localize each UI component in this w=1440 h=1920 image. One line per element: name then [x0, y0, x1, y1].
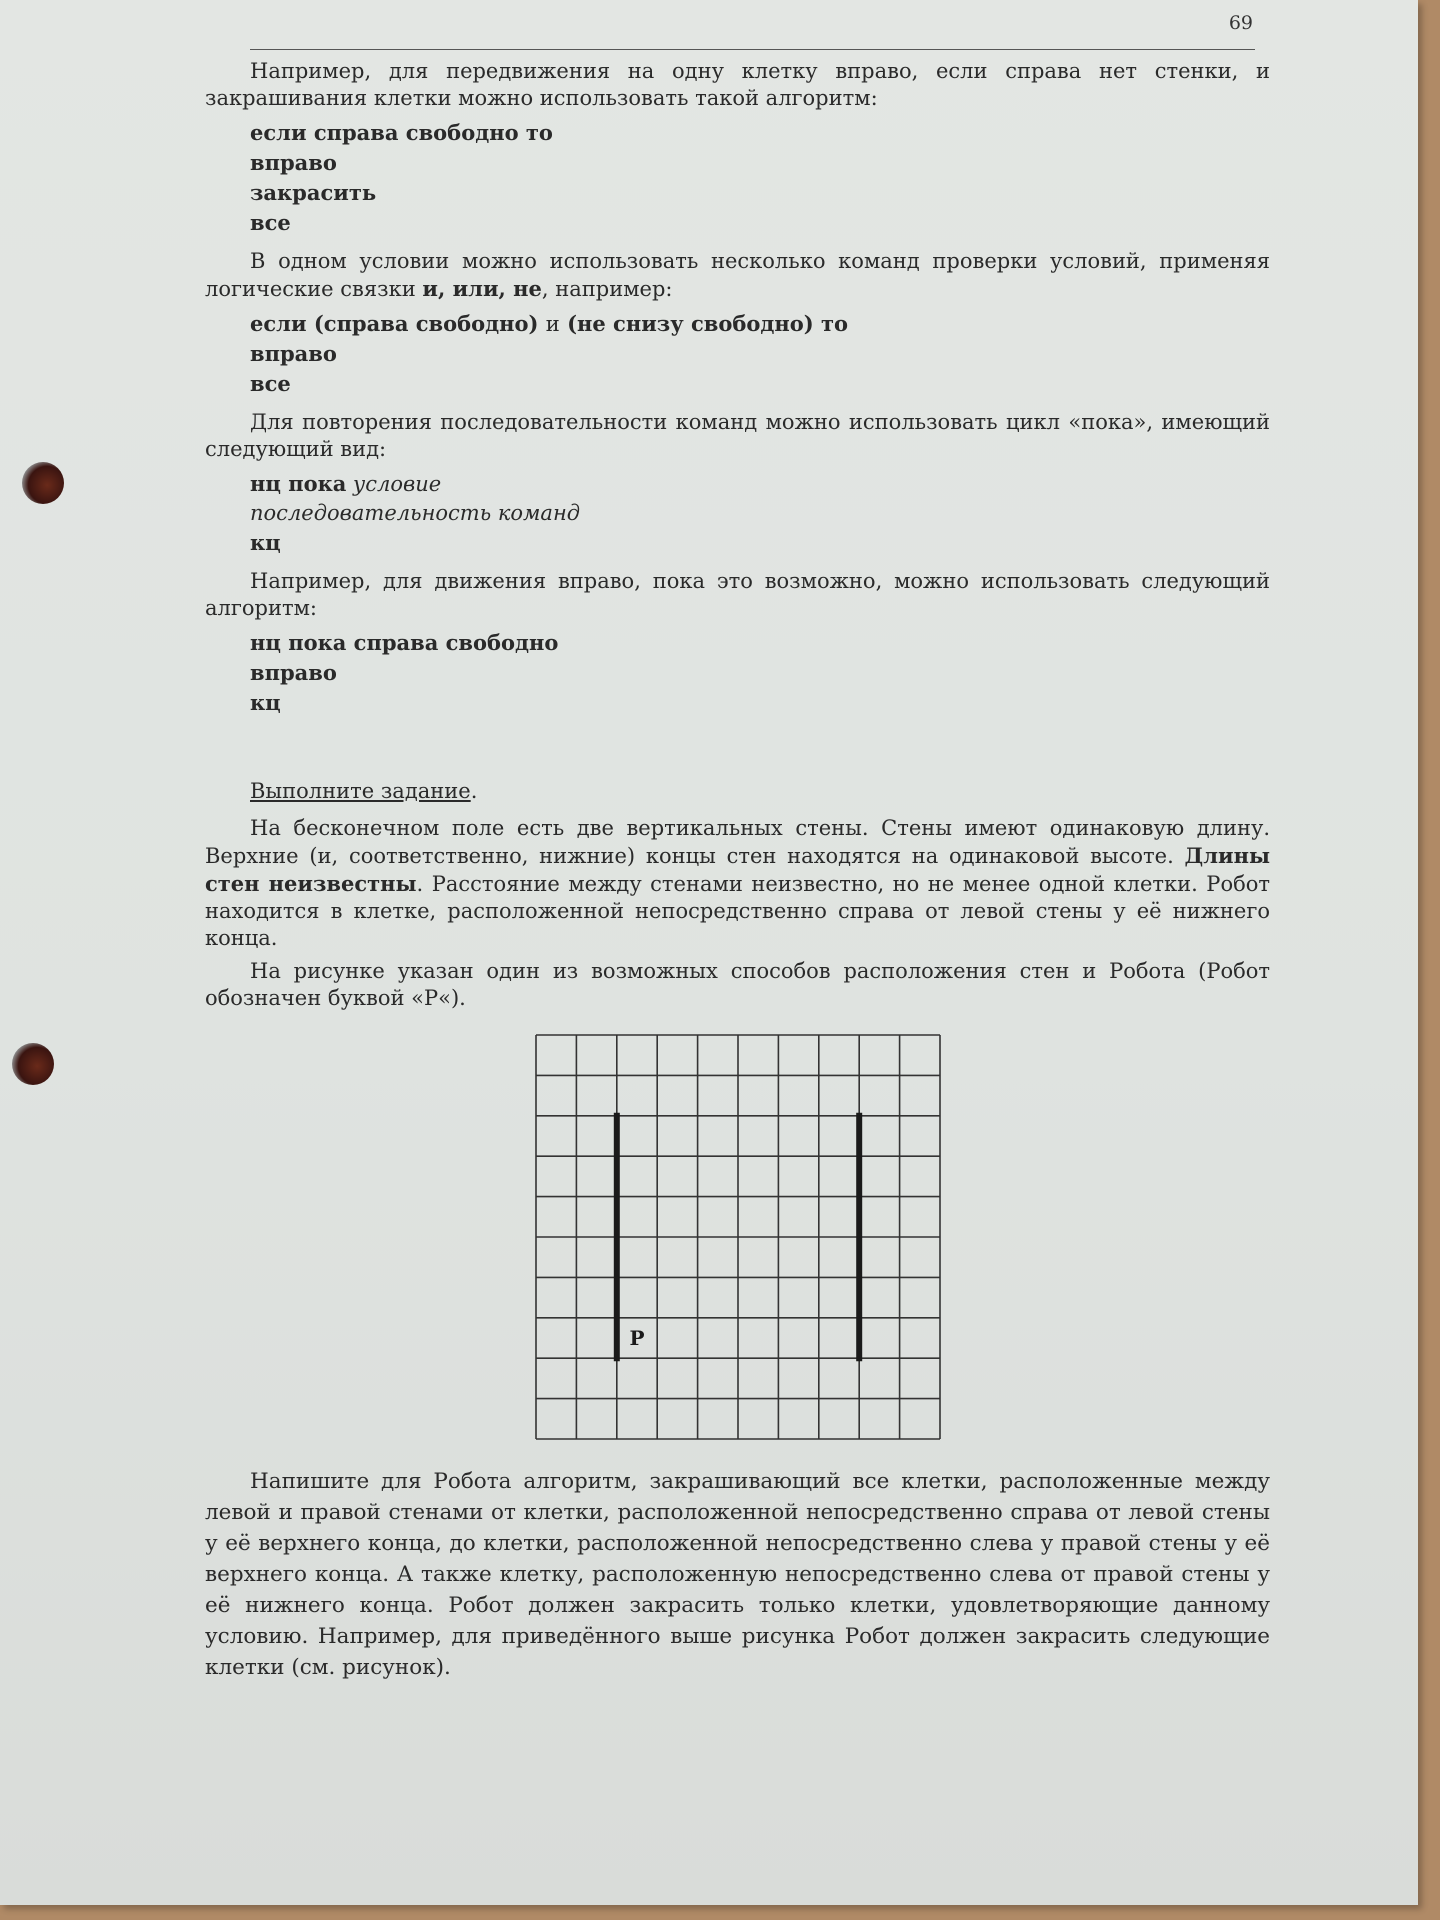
task-paragraph-3: Напишите для Робота алгоритм, закрашивающий все клетки, расположенные между левой и правой стенами от клетки, расположенной непосредственно справа от левой стены у её верхнего конца, до клетки, расположенной непосредственно слева у правой стены у её верхнего конца. А также клетку, расположенную непосредственно слева от правой стены у её нижнего конца. Робот должен закрасить только клетки, удовлетворяющие данному условию. Например, для приведённого выше рисунка Робот должен закрасить следующие клетки (см. рисунок). — [205, 1469, 1270, 1680]
robot-marker: Р — [628, 1326, 645, 1350]
task-paragraph-1 — [205, 815, 1270, 952]
loop-end-keyword: кц — [250, 530, 281, 555]
code-line: (не снизу свободно) то — [559, 311, 848, 336]
page-number: 69 — [1228, 12, 1253, 34]
code-line: закрасить — [250, 180, 377, 205]
robot-field-grid — [526, 1034, 950, 1440]
code-line: все — [250, 210, 291, 235]
code-line: если (справа свободно) — [250, 311, 546, 336]
task-heading-text: Выполните задание — [250, 779, 471, 803]
logic-ops: и, или, не — [422, 276, 542, 301]
logic-paragraph — [205, 248, 1270, 303]
task-heading: Выполните задание. — [250, 779, 478, 803]
task-paragraph-2: На рисунке указан один из возможных способов расположения стен и Робота (Робот обозначен буквой «Р«). — [205, 959, 1270, 1010]
code-line: все — [250, 371, 291, 396]
intro-algorithm — [205, 118, 1270, 238]
binder-hole-bottom — [12, 1043, 54, 1085]
code-line: вправо — [250, 660, 337, 685]
loop-syntax — [205, 469, 1270, 558]
loop-example-paragraph: Например, для движения вправо, пока это возможно, можно использовать следующий алгоритм: — [205, 569, 1270, 620]
logic-text: В одном условии можно использовать несколько команд проверки условий, применяя логические связки — [205, 249, 1270, 301]
code-line: кц — [250, 690, 281, 715]
task-bold-text: Длины стен неизвестны — [205, 843, 1270, 896]
page-content — [205, 58, 1270, 1689]
code-op: и — [545, 312, 560, 336]
header-rule — [250, 49, 1255, 50]
logic-text-end: , например: — [541, 277, 673, 301]
loop-example-algorithm — [205, 628, 1270, 718]
code-line: если справа свободно то — [250, 120, 553, 145]
logic-algorithm — [205, 309, 1270, 399]
robot-field-figure — [205, 1034, 1270, 1440]
loop-body: последовательность команд — [250, 501, 581, 525]
code-line: вправо — [250, 341, 337, 366]
loop-condition: условие — [353, 472, 442, 496]
loop-keyword: нц пока — [250, 471, 347, 496]
binder-hole-top — [22, 462, 64, 504]
task-text: . Расстояние между стенами неизвестно, но не менее одной клетки. Робот находится в клетке, расположенной непосредственно справа от левой стены у её нижнего конца. — [205, 872, 1270, 950]
intro-paragraph: Например, для передвижения на одну клетку вправо, если справа нет стенки, и закрашивания клетки можно использовать такой алгоритм: — [205, 59, 1270, 110]
task-text: На бесконечном поле есть две вертикальных стены. Стены имеют одинаковую длину. Верхние (и, соответственно, нижние) концы стен находятся на одинаковой высоте. — [205, 816, 1270, 868]
code-line: вправо — [250, 150, 337, 175]
loop-paragraph: Для повторения последовательности команд можно использовать цикл «пока», имеющий следующий вид: — [205, 410, 1270, 461]
code-line: нц пока справа свободно — [250, 630, 559, 655]
